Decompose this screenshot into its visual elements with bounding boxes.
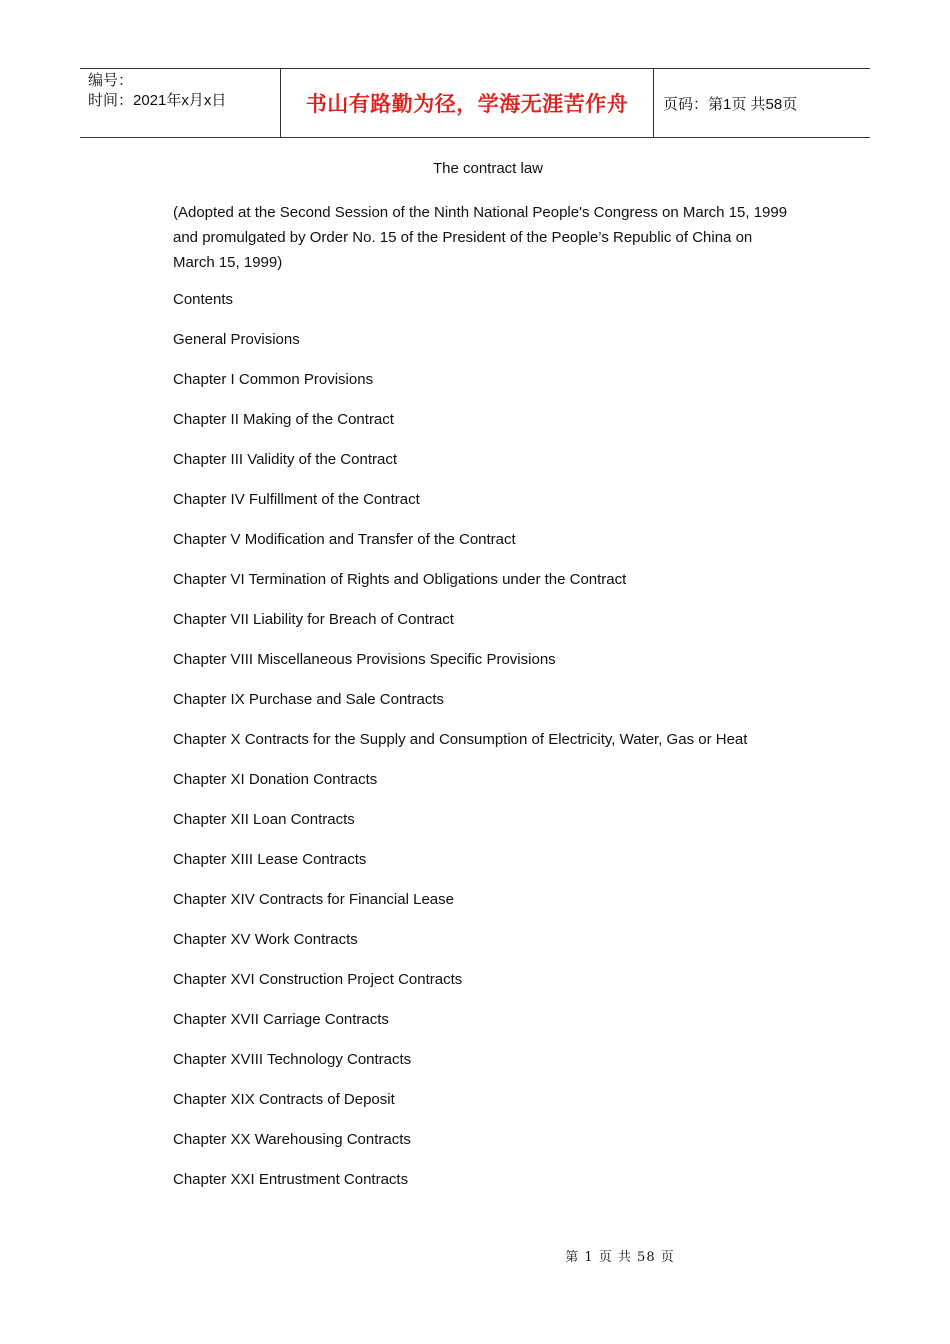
document-intro: (Adopted at the Second Session of the Ninth National People's Congress on March 15, 1999 and promulgated by Order No. 15 of the President of the People’s Republic of China on March 15, 1999) <box>173 204 788 271</box>
toc-item: Chapter VI Termination of Rights and Obligations under the Contract <box>173 571 627 588</box>
toc-item: Chapter VII Liability for Breach of Contract <box>173 611 454 628</box>
toc-item: Chapter XXI Entrustment Contracts <box>173 1171 409 1188</box>
toc-item: Chapter XVII Carriage Contracts <box>173 1011 389 1028</box>
toc-item: Chapter XVIII Technology Contracts <box>173 1051 412 1068</box>
header-motto: 书山有路勤为径，学海无涯苦作舟 <box>281 69 654 137</box>
table-of-contents <box>173 288 833 1208</box>
header-page-info: 页码：第1页 共58页 <box>663 95 798 113</box>
toc-item: Chapter X Contracts for the Supply and Consumption of Electricity, Water, Gas or Heat <box>173 731 748 748</box>
toc-item: Chapter XX Warehousing Contracts <box>173 1131 411 1148</box>
number-label: 编号： <box>88 72 134 89</box>
toc-item: Chapter XIX Contracts of Deposit <box>173 1091 395 1108</box>
time-label: 时间：2021年x月x日 <box>88 92 227 109</box>
header-meta <box>80 69 281 137</box>
toc-item: Chapter I Common Provisions <box>173 371 374 388</box>
toc-item: General Provisions <box>173 331 300 348</box>
toc-item: Chapter XIV Contracts for Financial Lease <box>173 891 454 908</box>
toc-item: Chapter XIII Lease Contracts <box>173 851 367 868</box>
toc-item: Chapter II Making of the Contract <box>173 411 394 428</box>
toc-item: Chapter IV Fulfillment of the Contract <box>173 491 420 508</box>
toc-item: Chapter XV Work Contracts <box>173 931 358 948</box>
document-title: The contract law <box>432 160 544 177</box>
page-footer: 第 1 页 共 58 页 <box>565 1250 675 1265</box>
toc-item: Contents <box>173 291 234 308</box>
toc-item: Chapter III Validity of the Contract <box>173 451 397 468</box>
toc-item: Chapter VIII Miscellaneous Provisions Specific Provisions <box>173 651 556 668</box>
toc-item: Chapter IX Purchase and Sale Contracts <box>173 691 444 708</box>
page-header <box>80 68 870 138</box>
toc-item: Chapter V Modification and Transfer of the Contract <box>173 531 516 548</box>
toc-item: Chapter XVI Construction Project Contracts <box>173 971 463 988</box>
toc-item: Chapter XI Donation Contracts <box>173 771 378 788</box>
toc-item: Chapter XII Loan Contracts <box>173 811 355 828</box>
